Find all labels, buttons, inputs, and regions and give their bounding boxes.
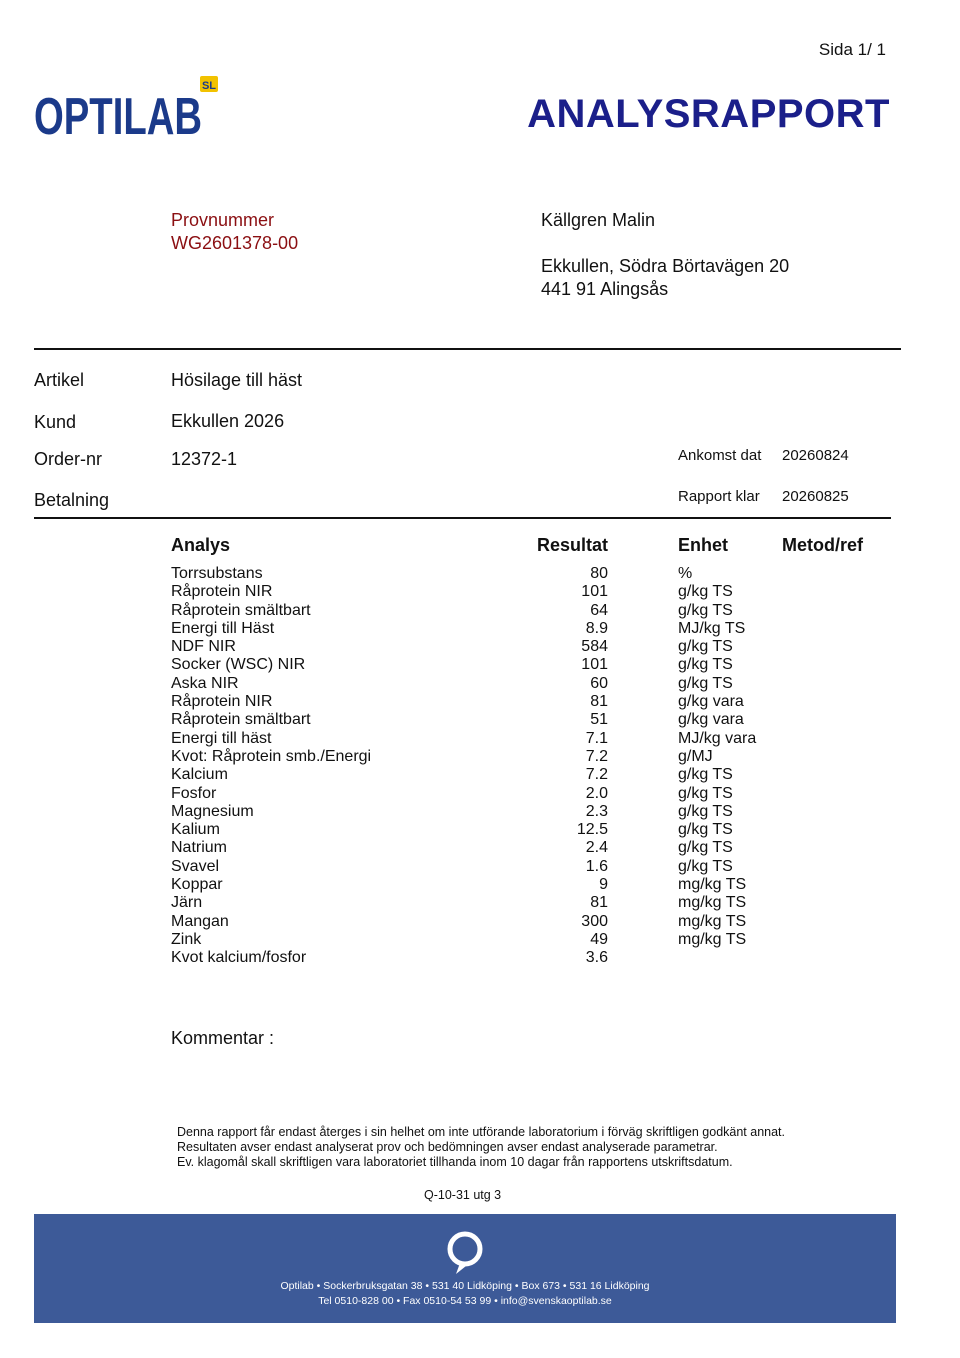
table-row [171,839,871,857]
divider-info [34,517,891,519]
enhet-cell: g/kg TS [678,802,733,820]
resultat-cell: 60 [590,674,608,692]
enhet-cell: MJ/kg vara [678,729,757,747]
enhet-cell: g/kg TS [678,583,733,601]
table-row [171,675,871,693]
rapport-label: Rapport klar [678,488,760,505]
header-enhet: Enhet [678,535,729,555]
enhet-cell: mg/kg TS [678,930,747,948]
artikel-value: Hösilage till häst [171,370,303,390]
header-resultat: Resultat [536,535,608,555]
logo-wordmark: OPTILAB [34,88,202,140]
rapport-value: 20260825 [782,488,849,505]
resultat-cell: 12.5 [576,821,608,839]
table-row [171,766,871,784]
analys-cell: Koppar [171,876,223,894]
enhet-cell: mg/kg TS [678,876,747,894]
enhet-cell: mg/kg TS [678,912,747,930]
divider-top [34,348,901,350]
results-table [171,565,871,968]
table-row [171,656,871,674]
table-row [171,803,871,821]
analys-cell: Kalcium [171,766,228,784]
enhet-cell: g/kg TS [678,821,733,839]
analys-cell: Energi till häst [171,729,272,747]
resultat-cell: 1.6 [585,857,608,875]
disclaimer [177,1125,785,1169]
page-indicator: Sida 1/ 1 [818,40,886,59]
resultat-cell: 2.4 [585,839,608,857]
table-row [171,894,871,912]
recipient-street: Ekkullen, Södra Börtavägen 20 [541,256,790,276]
report-title: ANALYSRAPPORT [527,92,890,136]
analys-cell: Råprotein NIR [171,583,273,601]
table-row [171,785,871,803]
table-row [171,730,871,748]
ankomst-value: 20260824 [782,447,849,464]
footer-contact: Tel 0510-828 00 • Fax 0510-54 53 99 • info@svenskaoptilab.se [318,1295,612,1307]
table-row [171,858,871,876]
sample-label: Provnummer [171,210,275,230]
header-metod: Metod/ref [782,535,863,555]
table-row [171,748,871,766]
resultat-cell: 2.3 [585,802,608,820]
enhet-cell: g/kg TS [678,857,733,875]
enhet-cell: g/kg TS [678,601,733,619]
recipient-name: Källgren Malin [541,210,656,230]
resultat-cell: 7.2 [585,747,608,765]
kund-label: Kund [34,412,77,432]
order-value: 12372-1 [171,449,238,469]
resultat-cell: 9 [599,876,608,894]
enhet-cell: g/kg TS [678,766,733,784]
table-row [171,602,871,620]
analys-cell: Magnesium [171,802,254,820]
sample-number: WG2601378-00 [171,233,299,253]
analys-cell: Socker (WSC) NIR [171,656,306,674]
resultat-cell: 81 [590,894,608,912]
table-row [171,913,871,931]
enhet-cell: g/kg TS [678,674,733,692]
resultat-cell: 101 [581,656,608,674]
table-row [171,638,871,656]
disclaimer-line: Denna rapport får endast återges i sin helhet om inte utförande laboratorium i förväg skriftligen godkänt annat. [177,1125,785,1139]
resultat-cell: 64 [590,601,608,619]
resultat-cell: 7.2 [585,766,608,784]
comment-label: Kommentar : [171,1028,275,1048]
resultat-cell: 2.0 [585,784,608,802]
enhet-cell: g/MJ [678,747,713,765]
analys-cell: Torrsubstans [171,565,263,582]
resultat-cell: 3.6 [585,949,608,967]
table-row [171,693,871,711]
resultat-cell: 584 [581,638,608,656]
enhet-cell: g/kg TS [678,839,733,857]
enhet-cell: MJ/kg TS [678,619,746,637]
resultat-cell: 101 [581,583,608,601]
table-row [171,711,871,729]
document-version: Q-10-31 utg 3 [424,1188,502,1202]
logo-badge-text: SL [201,80,217,92]
optilab-logo [34,74,224,140]
analys-cell: Kvot: Råprotein smb./Energi [171,747,372,765]
analys-cell: Råprotein smältbart [171,711,311,729]
analys-cell: Järn [171,894,203,912]
enhet-cell: % [678,565,693,582]
analys-cell: Fosfor [171,784,217,802]
kund-value: Ekkullen 2026 [171,411,285,431]
resultat-cell: 7.1 [585,729,608,747]
analys-cell: Aska NIR [171,674,239,692]
table-row [171,565,871,583]
table-row [171,821,871,839]
enhet-cell: g/kg TS [678,656,733,674]
analys-cell: Råprotein smältbart [171,601,311,619]
resultat-cell: 49 [590,930,608,948]
disclaimer-line: Resultaten avser endast analyserat prov och bedömningen avser endast analyserade parametrar. [177,1139,718,1154]
enhet-cell: mg/kg TS [678,894,747,912]
resultat-cell: 300 [581,912,608,930]
footer-address: Optilab • Sockerbruksgatan 38 • 531 40 Lidköping • Box 673 • 531 16 Lidköping [280,1280,650,1292]
analys-cell: Natrium [171,839,228,857]
resultat-cell: 80 [590,565,608,582]
recipient-city: 441 91 Alingsås [541,279,669,299]
optilab-magnifier-icon [444,1230,486,1276]
analys-cell: NDF NIR [171,638,236,656]
footer-banner [34,1214,896,1323]
analys-cell: Zink [171,930,202,948]
resultat-cell: 51 [590,711,608,729]
table-row [171,949,871,967]
disclaimer-line: Ev. klagomål skall skriftligen vara laboratoriet tillhanda inom 10 dagar från rapportens utskriftsdatum. [177,1154,733,1169]
enhet-cell: g/kg TS [678,638,733,656]
artikel-label: Artikel [34,370,85,390]
analys-cell: Kvot kalcium/fosfor [171,949,307,967]
resultat-cell: 8.9 [585,619,608,637]
table-row [171,583,871,601]
table-row [171,620,871,638]
enhet-cell: g/kg TS [678,784,733,802]
order-label: Order-nr [34,449,103,469]
analys-cell: Råprotein NIR [171,693,273,711]
resultat-cell: 81 [590,693,608,711]
analys-cell: Energi till Häst [171,619,275,637]
analys-cell: Kalium [171,821,220,839]
enhet-cell: g/kg vara [678,711,744,729]
header-analys: Analys [171,535,231,555]
table-row [171,876,871,894]
analys-cell: Mangan [171,912,229,930]
ankomst-label: Ankomst dat [678,447,762,464]
betalning-label: Betalning [34,490,110,510]
enhet-cell: g/kg vara [678,693,744,711]
analys-cell: Svavel [171,857,220,875]
table-row [171,931,871,949]
